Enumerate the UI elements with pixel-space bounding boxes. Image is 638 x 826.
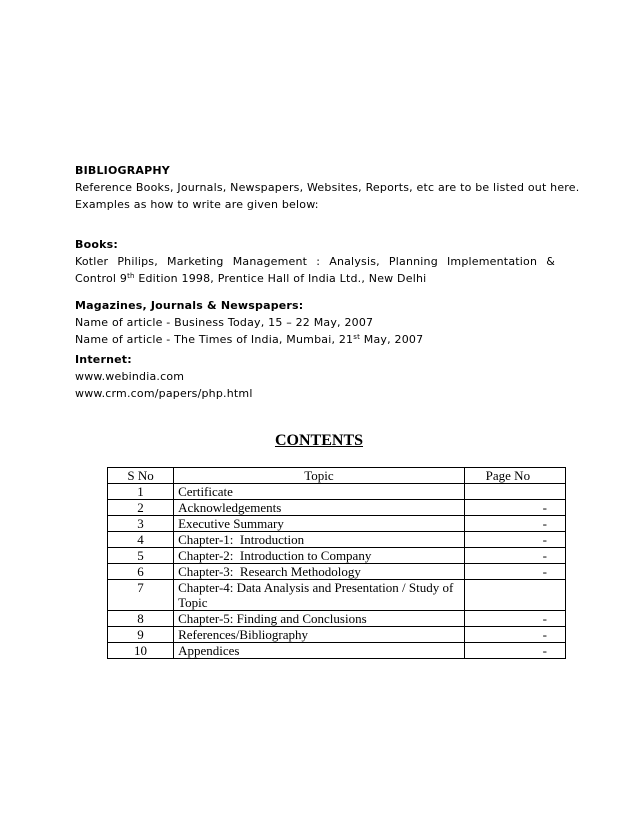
row-topic: Acknowledgements [174, 500, 465, 516]
row-sno: 2 [108, 500, 174, 516]
row-page: - [464, 611, 565, 627]
row-page: - [464, 532, 565, 548]
books-section [75, 236, 555, 287]
magazines-heading: Magazines, Journals & Newspapers: [75, 299, 304, 312]
internet-section [75, 351, 555, 402]
books-line2-text-a: Control 9 [75, 272, 128, 285]
magazines-line2-text-a: Name of article - The Times of India, Mumbai, 21 [75, 333, 354, 346]
books-reference-line-2 [75, 270, 555, 287]
row-topic: Chapter-1: Introduction [174, 532, 465, 548]
row-page: - [464, 548, 565, 564]
books-line2-text-b: Edition 1998, Prentice Hall of India Ltd., New Delhi [134, 272, 427, 285]
magazines-section [75, 297, 555, 348]
row-topic: Chapter-2: Introduction to Company [174, 548, 465, 564]
row-topic: Appendices [174, 643, 465, 659]
row-page: - [464, 500, 565, 516]
row-sno: 10 [108, 643, 174, 659]
row-topic: Chapter-5: Finding and Conclusions [174, 611, 465, 627]
table-row [108, 564, 566, 580]
internet-heading: Internet: [75, 353, 132, 366]
row-page: - [464, 564, 565, 580]
header-page-no: Page No [464, 468, 565, 484]
row-topic: References/Bibliography [174, 627, 465, 643]
table-row [108, 516, 566, 532]
row-page [464, 484, 565, 500]
row-sno: 6 [108, 564, 174, 580]
header-topic: Topic [174, 468, 465, 484]
row-sno: 7 [108, 580, 174, 611]
books-line2-superscript: th [127, 272, 135, 280]
table-row [108, 500, 566, 516]
row-page: - [464, 627, 565, 643]
table-row [108, 611, 566, 627]
books-reference-line-1: Kotler Philips, Marketing Management : Analysis, Planning Implementation & [75, 255, 555, 268]
bibliography-examples-line: Examples as how to write are given below: [75, 198, 319, 211]
row-page [464, 580, 565, 611]
table-row [108, 532, 566, 548]
row-page: - [464, 516, 565, 532]
magazines-line2-superscript: st [353, 333, 361, 341]
row-topic: Certificate [174, 484, 465, 500]
magazines-line2-text-b: May, 2007 [360, 333, 424, 346]
internet-url-1: www.webindia.com [75, 370, 185, 383]
contents-table [107, 467, 566, 659]
bibliography-section [75, 162, 580, 213]
row-sno: 4 [108, 532, 174, 548]
header-sno: S No [108, 468, 174, 484]
row-sno: 1 [108, 484, 174, 500]
row-sno: 8 [108, 611, 174, 627]
table-row [108, 580, 566, 611]
row-sno: 3 [108, 516, 174, 532]
magazines-reference-line-2 [75, 331, 555, 348]
table-row [108, 627, 566, 643]
row-topic: Executive Summary [174, 516, 465, 532]
contents-title: CONTENTS [274, 432, 364, 449]
table-row [108, 484, 566, 500]
row-page: - [464, 643, 565, 659]
contents-header-row [108, 468, 566, 484]
books-heading: Books: [75, 238, 118, 251]
internet-url-2: www.crm.com/papers/php.html [75, 387, 253, 400]
row-sno: 5 [108, 548, 174, 564]
magazines-reference-line-1: Name of article - Business Today, 15 – 22 May, 2007 [75, 316, 374, 329]
row-topic: Chapter-4: Data Analysis and Presentation / Study of Topic [174, 580, 465, 611]
row-sno: 9 [108, 627, 174, 643]
table-row [108, 643, 566, 659]
table-row [108, 548, 566, 564]
bibliography-heading: BIBLIOGRAPHY [75, 164, 170, 177]
row-topic: Chapter-3: Research Methodology [174, 564, 465, 580]
bibliography-intro-line: Reference Books, Journals, Newspapers, Websites, Reports, etc are to be listed out here. [75, 181, 580, 194]
